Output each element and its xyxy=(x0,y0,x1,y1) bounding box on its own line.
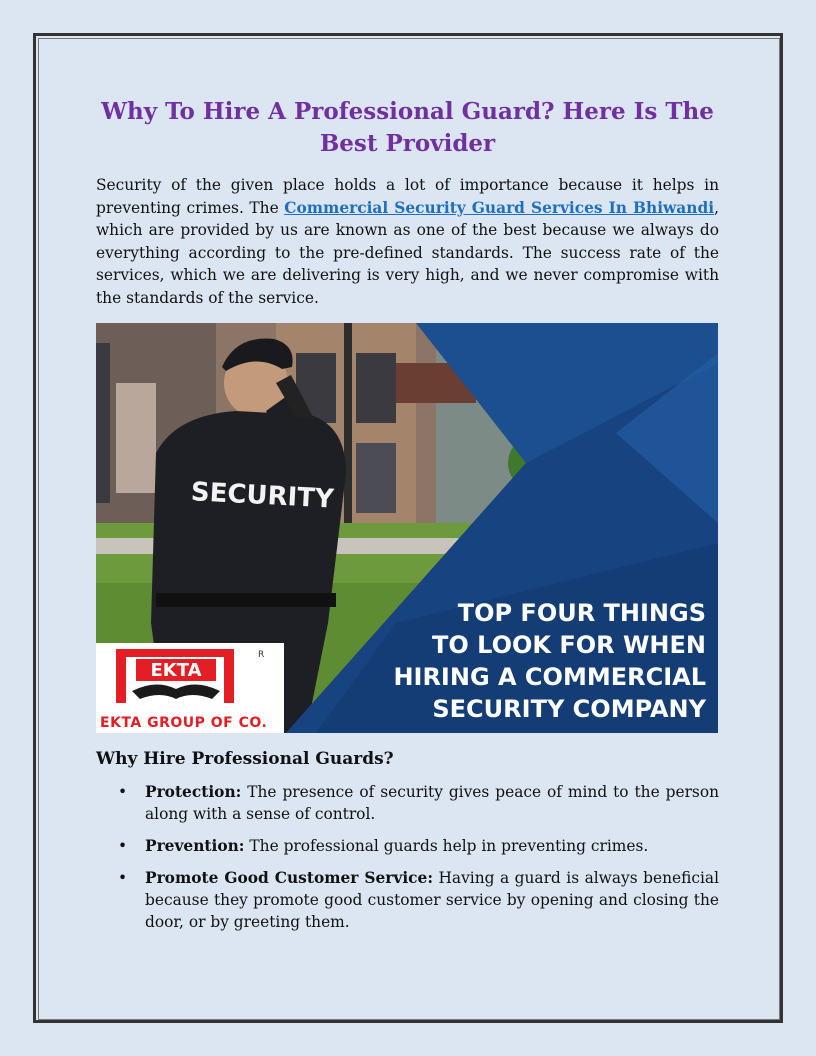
bullet: • xyxy=(118,837,128,855)
headline-line: SECURITY COMPANY xyxy=(432,695,706,723)
logo-brand: EKTA xyxy=(150,660,202,681)
headline-line: TOP FOUR THINGS xyxy=(457,599,706,627)
bullet-term: Prevention: xyxy=(145,837,245,855)
hero-image xyxy=(96,323,718,733)
bullet: • xyxy=(118,869,128,887)
headline-line: TO LOOK FOR WHEN xyxy=(432,631,706,659)
bullet-text: The professional guards help in preventing crimes. xyxy=(244,837,649,855)
intro-text-start: Security of the given place holds a lot of importance because it helps in preventing crimes. The xyxy=(96,176,719,217)
list-item xyxy=(96,781,719,825)
document-body xyxy=(96,96,719,943)
list-item xyxy=(96,867,719,933)
bullet-term: Promote Good Customer Service: xyxy=(145,869,434,887)
vest-text: SECURITY xyxy=(190,477,335,515)
handshake-logo-icon xyxy=(96,643,284,715)
headline-line: HIRING A COMMERCIAL xyxy=(393,663,706,691)
bullet-term: Protection: xyxy=(145,783,242,801)
banner-headline xyxy=(393,597,706,725)
reasons-list xyxy=(96,781,719,933)
intro-paragraph xyxy=(96,174,719,309)
bullet: • xyxy=(118,783,128,801)
intro-text-end: , which are provided by us are known as one of the best because we always do everything according to the pre-defined standards. The success rate of the services, which we are delivering is very high, and we never compromise with the standards of the service. xyxy=(96,198,719,307)
ekta-logo xyxy=(96,643,284,733)
bullet-text: The presence of security gives peace of mind to the person along with a sense of control. xyxy=(145,783,719,823)
section-heading: Why Hire Professional Guards? xyxy=(96,749,394,769)
logo-registered-mark: R xyxy=(258,650,265,660)
bullet-text: Having a guard is always beneficial because they promote good customer service by opening and closing the door, or by greeting them. xyxy=(145,869,719,931)
page-title: Why To Hire A Professional Guard? Here Is The Best Provider xyxy=(101,98,714,157)
lamp-post xyxy=(344,323,352,533)
list-item xyxy=(96,835,719,857)
services-link[interactable]: Commercial Security Guard Services In Bhiwandi xyxy=(284,198,715,217)
logo-caption: EKTA GROUP OF CO. xyxy=(100,715,268,731)
